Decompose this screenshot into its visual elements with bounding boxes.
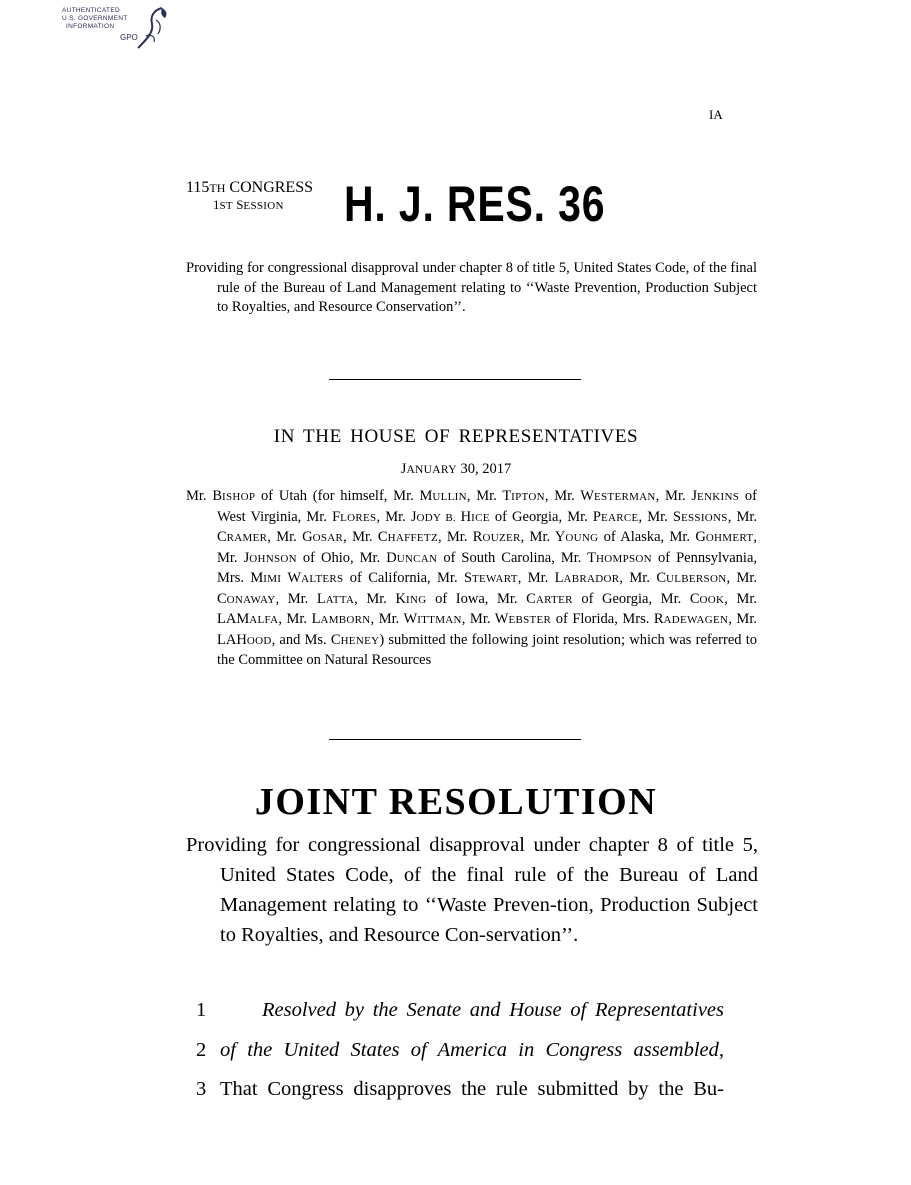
line-text: of the United States of America in Congress assembled, [220, 1039, 724, 1061]
sponsor-text-fragment: OHMERT [705, 532, 754, 544]
sponsor-text-fragment: TEWART [472, 573, 518, 585]
long-title: Providing for congressional disapproval under chapter 8 of title 5, United States Code, of the final rule of the Bureau of Land Management relating to ‘‘Waste Preven-tion, Production Subject to Royalties, and Resource Con-servation’’. [186, 834, 758, 946]
line-number: 1 [196, 999, 207, 1021]
sponsor-text-fragment: ISHOP [221, 491, 256, 503]
sponsor-text-fragment: W [403, 611, 418, 627]
sponsor-text-fragment: J [691, 488, 698, 504]
sponsor-text-fragment: S [672, 508, 681, 525]
sponsor-text-fragment: R [653, 611, 664, 627]
sponsor-text-fragment: EARCE [600, 511, 639, 524]
sponsor-text-fragment: of Georgia, Mr. [572, 590, 690, 607]
sponsor-text-fragment: ABRADOR [563, 573, 620, 585]
sponsor-text-fragment: P [592, 508, 601, 525]
sponsor-text-fragment: of [651, 549, 677, 566]
sponsor-text-fragment: of [426, 590, 456, 607]
sponsor-text-fragment: ESSIONS [680, 511, 728, 524]
sponsor-text-fragment: F [332, 508, 341, 525]
sponsor-text-fragment: C [526, 590, 536, 607]
sponsor-text-fragment: , Mr. [517, 570, 555, 586]
sponsor-text-fragment: , Mr. [724, 590, 758, 607]
logo-line-2: U.S. GOVERNMENT [62, 15, 128, 22]
sponsor-text-fragment: L [311, 611, 321, 627]
sponsor-text-fragment: RAMER [226, 532, 268, 544]
sponsor-text-fragment: of California, Mr. [343, 570, 464, 586]
sponsor-text-fragment: L [554, 570, 564, 586]
sponsor-text-fragment: HAFFETZ [387, 532, 438, 544]
sponsor-text-fragment: , [343, 529, 353, 545]
sponsor-text-fragment: M [236, 611, 250, 627]
sponsor-text-fragment: H [460, 508, 472, 525]
sponsor-text-fragment: HOMPSON [596, 552, 652, 565]
sponsor-text-fragment: G [302, 529, 313, 545]
sponsor-text-fragment: , Mr. [354, 590, 396, 607]
line-number: 2 [196, 1039, 207, 1061]
line-number: 3 [196, 1078, 207, 1100]
sponsor-text-fragment: OUZER [482, 532, 521, 544]
bill-number: H. J. RES. 36 [344, 176, 606, 232]
sponsor-text-fragment: C [656, 570, 666, 586]
sponsor-text-fragment: W [287, 570, 302, 586]
sponsors-names [186, 488, 757, 648]
sponsor-text-fragment: ) submitted the following joint resolution; [379, 631, 630, 648]
sponsor-text-fragment: L [316, 590, 326, 607]
sponsor-text-fragment: of Georgia, Mr. [489, 508, 593, 525]
sponsor-text-fragment: B [212, 488, 222, 504]
sponsor-text-fragment: W [580, 488, 594, 504]
sponsor-text-fragment: , and Ms. [271, 631, 331, 648]
sponsor-text-fragment: Iowa, Mr. [455, 590, 527, 607]
sponsor-text-fragment: Mr. [186, 488, 213, 504]
sponsor-text-fragment: OOK [699, 593, 725, 606]
sponsor-text-fragment: C [689, 590, 700, 607]
sponsor-text-fragment: , Mr. [726, 570, 758, 586]
eagle-icon [132, 4, 172, 54]
sponsor-text-fragment: , Mr. [619, 570, 657, 586]
sponsor-text-fragment: ICE [471, 511, 490, 524]
sponsor-text-fragment: T [587, 549, 597, 566]
sponsor-text-fragment: D [386, 549, 397, 566]
logo-line-3: INFORMATION [66, 23, 115, 30]
congress-label: 115TH CONGRESS [186, 179, 313, 196]
sponsor-text-fragment: , Mr. [437, 529, 473, 545]
sponsor-text-fragment: OOD [246, 634, 272, 647]
page-mark: IA [709, 107, 723, 122]
sponsors-referral: which was referred to the Committee on Natural Resources [217, 631, 757, 668]
sponsor-text-fragment: ATTA [325, 593, 355, 606]
sponsor-text-fragment: Y [554, 529, 566, 545]
sponsor-text-fragment: AMBORN [320, 614, 371, 626]
house-heading: IN THE HOUSE OF REPRESENTATIVES [273, 426, 639, 447]
sponsor-text-fragment: of South Carolina, Mr. [437, 549, 588, 566]
sponsor-text-fragment: of Florida, Mrs. [551, 611, 654, 627]
sponsor-text-fragment: ALFA [249, 614, 279, 626]
sponsor-text-fragment: Mr. [352, 529, 378, 545]
sponsor-text-fragment: , Mr. [275, 590, 317, 607]
sponsor-text-fragment: , [370, 611, 379, 627]
sponsor-text-fragment: R [472, 529, 483, 545]
sponsor-text-fragment: , Mr. [520, 529, 555, 545]
sponsor-text-fragment: C [217, 590, 227, 607]
sponsor-text-fragment: C [330, 631, 341, 648]
logo-gpo: GPO [120, 33, 138, 42]
joint-resolution-heading: JOINT RESOLUTION [254, 781, 658, 823]
sponsor-text-fragment: ULLIN [432, 491, 467, 503]
gpo-authentication-logo [62, 4, 172, 54]
divider-rule-top [329, 379, 581, 380]
sponsor-text-fragment: OUNG [565, 532, 599, 544]
introduction-date: JANUARY 30, 2017 [400, 461, 512, 477]
sponsor-text-fragment: , Mr. [466, 488, 503, 504]
sponsor-text-fragment: OSAR [312, 532, 344, 544]
sponsor-text-fragment: Pennsylvania, Mrs. [217, 549, 758, 586]
sponsor-text-fragment: C [377, 529, 388, 545]
sponsor-text-fragment: ARTER [535, 593, 573, 606]
sponsor-text-fragment: , Mr. [655, 488, 692, 504]
sponsor-text-fragment: IPTON [511, 491, 545, 503]
sponsor-text-fragment: H [236, 631, 247, 648]
sponsor-text-fragment: , Mr. [217, 529, 758, 566]
sponsor-text-fragment: of Ohio, Mr. [296, 549, 387, 566]
sponsor-text-fragment: L [217, 611, 226, 627]
sponsor-text-fragment: ESTERMAN [593, 491, 656, 503]
sponsor-text-fragment: S [463, 570, 473, 586]
sponsor-text-fragment: ULBERSON [666, 573, 727, 585]
sponsor-text-fragment: , Mr. [727, 508, 757, 525]
sponsor-text-fragment: , Mr. [376, 508, 411, 525]
sponsor-text-fragment: ING [406, 593, 427, 606]
sponsor-text-fragment: ALTERS [301, 573, 344, 585]
sponsor-text-fragment: OHNSON [249, 552, 297, 565]
sponsor-text-fragment: M [419, 488, 433, 504]
sponsor-text-fragment: J [410, 508, 417, 525]
line-text: Resolved by the Senate and House of Representatives [262, 999, 724, 1021]
sponsor-text-fragment: , Mr. [638, 508, 673, 525]
sponsor-text-fragment: K [395, 590, 407, 607]
sponsor-text-fragment: ODY [416, 511, 441, 524]
sponsor-text-fragment: IMI [263, 573, 282, 585]
sponsor-text-fragment: M [250, 570, 264, 586]
sponsor-text-fragment: A [225, 611, 237, 627]
sponsor-text-fragment: W [494, 611, 509, 627]
sponsor-text-fragment: J [243, 549, 250, 566]
sponsor-text-fragment: ITTMAN [417, 614, 462, 626]
sponsors-paragraph [186, 487, 757, 671]
logo-line-1: AUTHENTICATED [62, 7, 120, 14]
sponsor-text-fragment: EBSTER [508, 614, 552, 626]
sponsor-text-fragment: , Mr. [544, 488, 581, 504]
sponsor-text-fragment: of Alaska, Mr. [598, 529, 696, 545]
sponsor-text-fragment: , Mr. [728, 611, 757, 627]
sponsor-text-fragment: ENKINS [697, 491, 740, 503]
sponsor-text-fragment: HENEY [340, 634, 380, 647]
sponsor-text-fragment: Mr. [378, 611, 404, 627]
sponsor-text-fragment: A [225, 631, 237, 648]
sponsor-text-fragment: C [217, 529, 227, 545]
sponsor-text-fragment: , Mr. [461, 611, 495, 627]
sponsor-text-fragment: of Utah (for himself, Mr. [255, 488, 420, 504]
sponsor-text-fragment: ONAWAY [226, 593, 276, 606]
line-text: That Congress disapproves the rule submitted by the Bu- [220, 1078, 724, 1100]
session-label: 1ST SESSION [213, 197, 284, 212]
sponsor-text-fragment: , Mr. [278, 611, 312, 627]
sponsor-text-fragment: L [217, 631, 226, 648]
sponsor-text-fragment: LORES [340, 511, 377, 524]
short-title: Providing for congressional disapproval under chapter 8 of title 5, United States Code, of the final rule of the Bureau of Land Management relating to ‘‘Waste Prevention, Production Subject to Royalties, and Resource Conservation’’. [186, 260, 757, 315]
sponsor-text-fragment: , Mr. [267, 529, 303, 545]
divider-rule-bottom [329, 739, 581, 740]
sponsor-text-fragment: of West Virginia, Mr. [217, 488, 757, 525]
sponsor-text-fragment: T [502, 488, 512, 504]
sponsor-text-fragment: ADEWAGEN [663, 614, 729, 626]
sponsor-text-fragment: G [695, 529, 706, 545]
sponsor-text-fragment: UNCAN [396, 552, 438, 565]
sponsor-text-fragment: B. [440, 511, 461, 524]
